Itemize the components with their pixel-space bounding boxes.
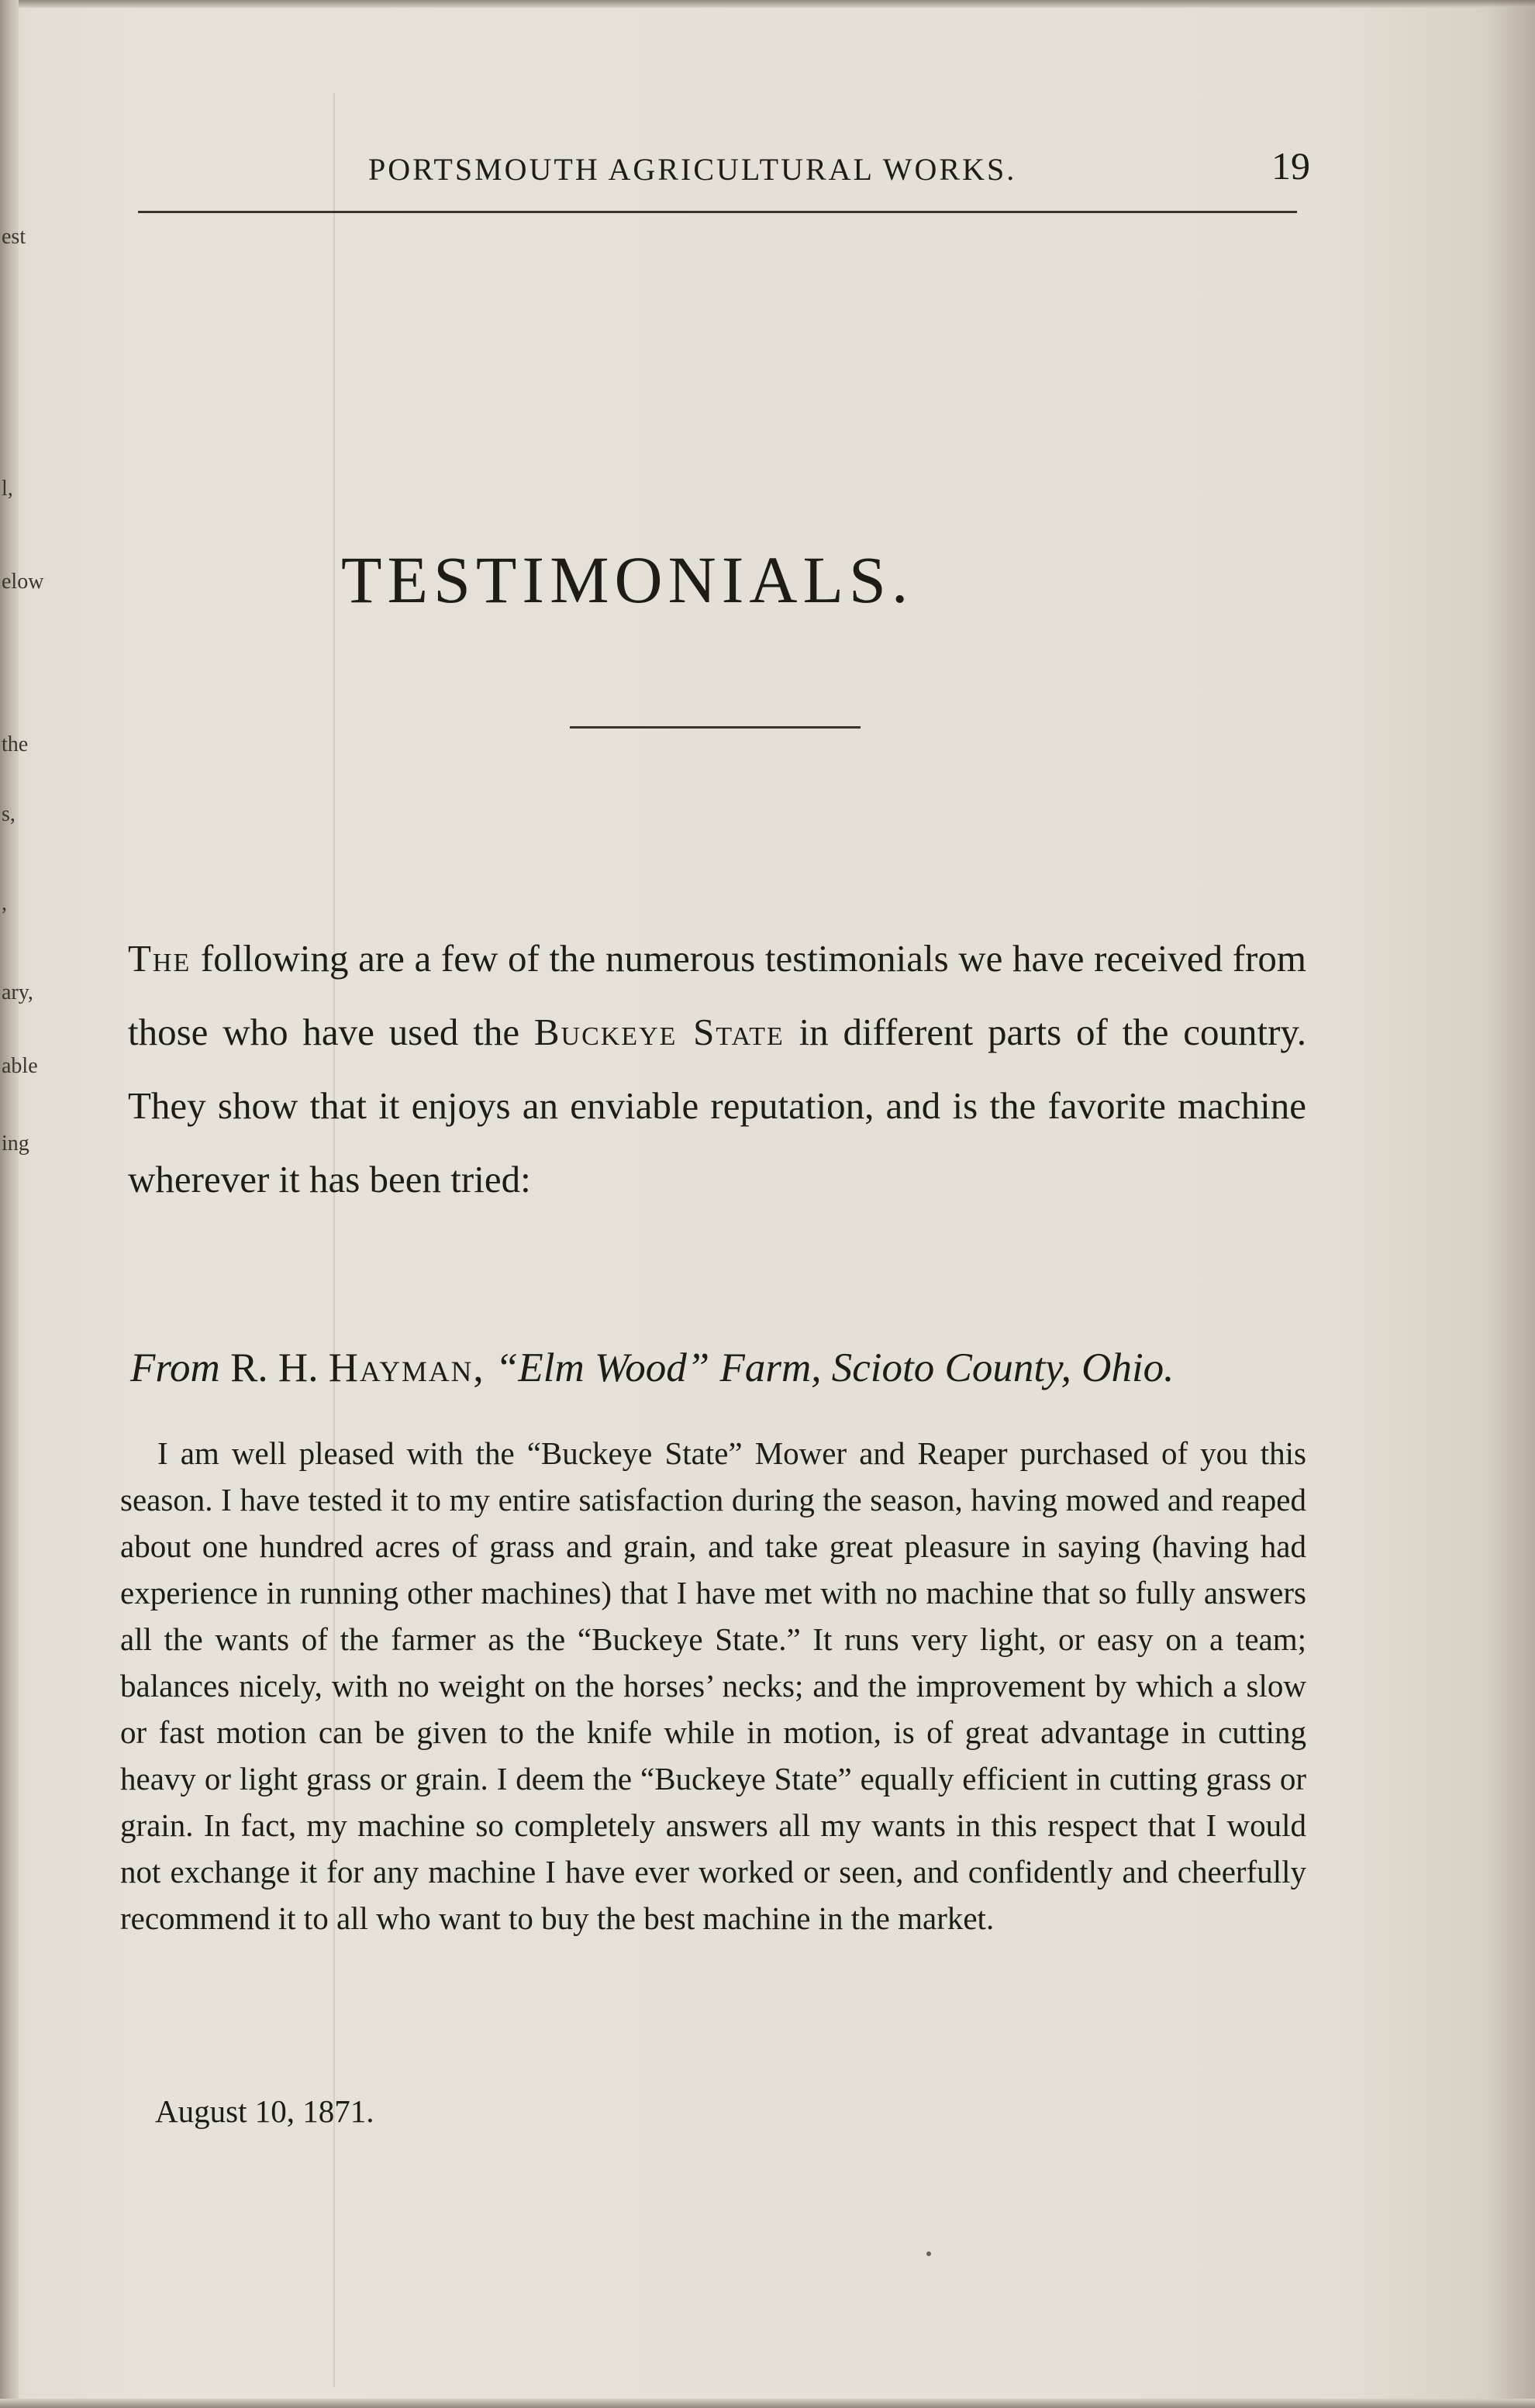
paper-fold-line: [333, 93, 335, 2387]
margin-fragment: ,: [2, 891, 7, 915]
section-title: TESTIMONIALS.: [341, 542, 914, 617]
author-surname: Hayman,: [328, 1345, 485, 1390]
from-label: From: [130, 1345, 220, 1390]
page-bottom-edge: [0, 2399, 1535, 2408]
binding-gutter: [0, 0, 19, 2408]
header-rule: [138, 211, 1297, 213]
margin-fragment: the: [2, 732, 29, 756]
intro-paragraph: [128, 922, 1306, 1216]
margin-fragment: ary,: [2, 980, 33, 1004]
paper-speck: [926, 2251, 931, 2256]
farm-name: “Elm Wood”: [495, 1345, 710, 1390]
margin-fragment: l,: [2, 477, 13, 501]
page-top-edge: [0, 0, 1535, 8]
author-initials: R. H.: [230, 1345, 319, 1390]
margin-fragment: ing: [2, 1132, 29, 1156]
intro-lead-word: The: [128, 937, 191, 980]
farm-location: Farm, Scioto County, Ohio.: [719, 1345, 1175, 1390]
page-right-edge: [1488, 0, 1535, 2408]
testimonial-body: I am well pleased with the “Buckeye State” Mower and Reaper purchased of you this season. I have tested it to my entire satisfaction during the season, having mowed and reaped about one hundred acres of grass and grain, and take great pleasure in saying (having had experience in running other machines) that I have met with no machine that so fully answers all the wants of the farmer as the “Buckeye State.” It runs very light, or easy on a team; balances nicely, with no weight on the horses’ necks; and the improvement by which a slow or fast motion can be given to the knife while in motion, is of great advantage in cutting heavy or light grass or grain. I deem the “Buckeye State” equally efficient in cutting grass or grain. In fact, my machine so completely answers all my wants in this respect that I would not exchange it for any machine I have ever worked or seen, and confidently and cheerfully recommend it to all who want to buy the best machine in the market.: [120, 1435, 1306, 1936]
page-number: 19: [1271, 144, 1310, 188]
testimonial-date: August 10, 1871.: [155, 2093, 374, 2129]
running-head: PORTSMOUTH AGRICULTURAL WORKS.: [368, 152, 1017, 187]
title-rule: [570, 726, 861, 729]
intro-text-a: following are a few of the numerous testimonials we have received from those who have used the: [128, 937, 1306, 1053]
margin-fragment: able: [2, 1054, 38, 1078]
product-name: Buckeye State: [533, 1011, 785, 1053]
testimonial-heading: [130, 1345, 1309, 1391]
page-header: [136, 143, 1310, 205]
margin-fragment: s,: [2, 802, 16, 826]
margin-fragment: elow: [2, 570, 44, 594]
intro-text-b: in different parts of the country. They show that it enjoys an enviable reputation, and is the favorite machine wherever it has been tried:: [128, 1011, 1306, 1201]
margin-fragment: est: [2, 225, 26, 249]
